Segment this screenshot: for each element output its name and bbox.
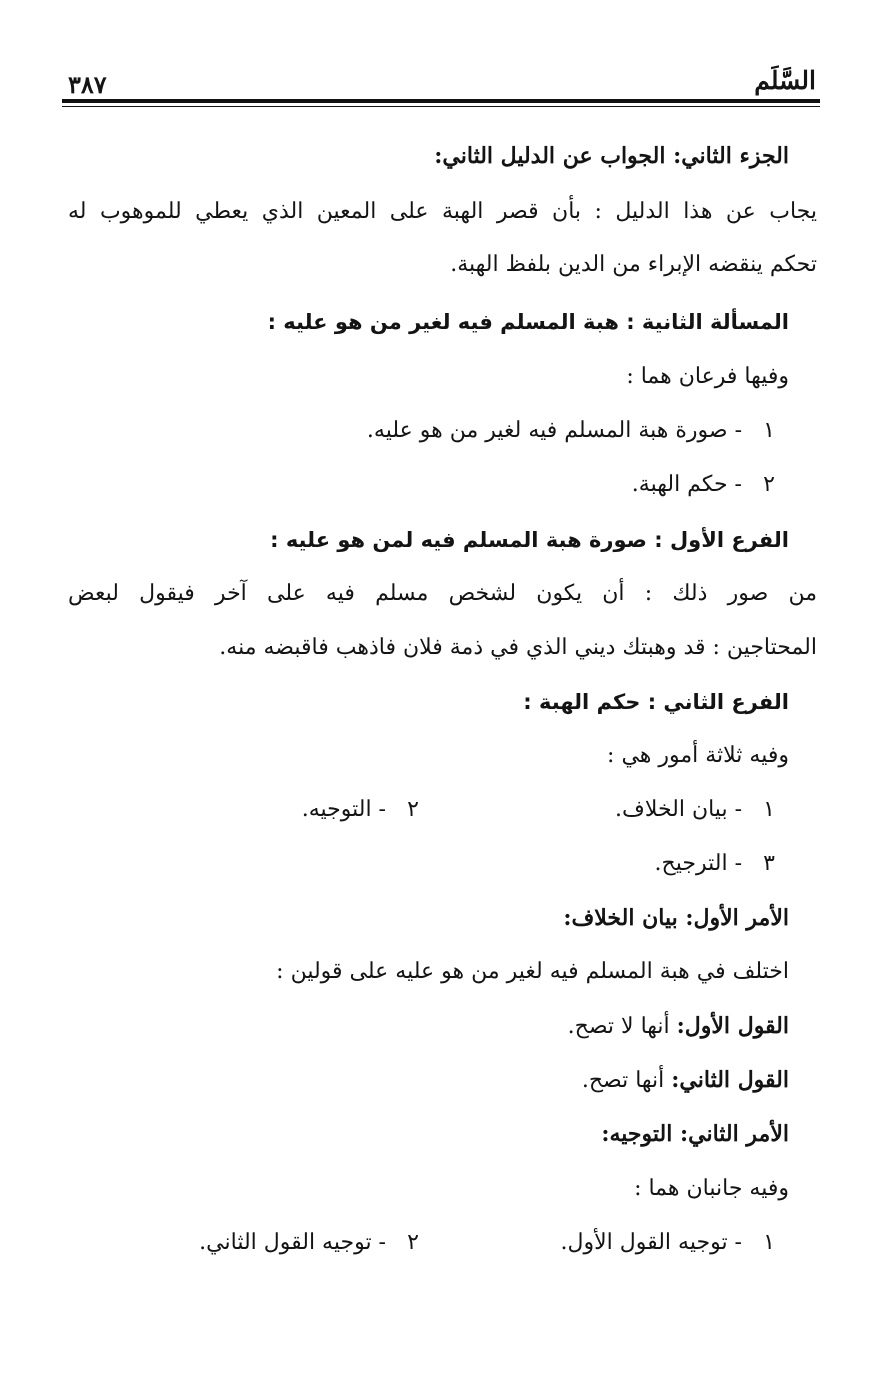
opinion-text: أنها تصح. [581, 1068, 665, 1093]
paragraph-line: وفيه ثلاثة أمور هي : [607, 743, 789, 768]
list-item-text: - بيان الخلاف. [615, 797, 742, 822]
paragraph-line: وفيها فرعان هما : [626, 364, 789, 389]
list-number: ١ [763, 797, 775, 822]
list-item-text: - صورة هبة المسلم فيه لغير من هو عليه. [366, 418, 742, 443]
list-item-text: - توجيه القول الأول. [560, 1230, 742, 1255]
page-number: ٣٨٧ [68, 70, 107, 99]
list-item [632, 470, 789, 500]
header-rule-thick [62, 99, 820, 103]
paragraph-line: اختلف في هبة المسلم فيه لغير من هو عليه على قولين : [276, 959, 789, 984]
list-item-text: - التوجيه. [301, 797, 386, 822]
opinion-label: القول الثاني: [671, 1067, 789, 1093]
list-number: ١ [763, 1230, 775, 1255]
matter-heading: الأمر الأول: بيان الخلاف: [563, 905, 789, 931]
list-item-text: - حكم الهبة. [631, 472, 742, 497]
branch-heading: الفرع الثاني : حكم الهبة : [523, 690, 789, 714]
paragraph-line: يجاب عن هذا الدليل : بأن قصر الهبة على المعين الذي يعطي للموهوب له [68, 199, 817, 224]
paragraph-line: تحكم ينقضه الإبراء من الدين بلفظ الهبة. [450, 252, 817, 277]
list-item [199, 1228, 433, 1258]
paragraph-line: من صور ذلك : أن يكون لشخص مسلم فيه على آخر فيقول لبعض [68, 581, 817, 606]
header-rule-thin [62, 106, 820, 107]
opinion-line [582, 1065, 789, 1096]
opinion-text: أنها لا تصح. [567, 1014, 670, 1039]
list-number: ٢ [407, 1230, 419, 1255]
list-number: ١ [763, 418, 775, 443]
branch-heading: الفرع الأول : صورة هبة المسلم فيه لمن هو عليه : [270, 528, 789, 552]
list-item [655, 849, 789, 879]
list-item-text: - توجيه القول الثاني. [199, 1230, 386, 1255]
list-item [561, 1228, 790, 1258]
section-heading: الجزء الثاني: الجواب عن الدليل الثاني: [434, 143, 789, 169]
matter-heading: الأمر الثاني: التوجيه: [601, 1121, 789, 1147]
opinion-label: القول الأول: [676, 1013, 789, 1039]
list-item [302, 795, 433, 825]
issue-heading: المسألة الثانية : هبة المسلم فيه لغير من هو عليه : [267, 310, 789, 334]
list-item [367, 416, 789, 446]
list-item [615, 795, 789, 825]
list-item-text: - الترجيح. [654, 851, 742, 876]
running-header-title: السَّلَم [754, 66, 816, 95]
list-number: ٣ [763, 851, 775, 876]
paragraph-line: وفيه جانبان هما : [634, 1176, 789, 1201]
paragraph-line: المحتاجين : قد وهبتك ديني الذي في ذمة فلان فاذهب فاقبضه منه. [219, 635, 817, 660]
opinion-line [568, 1011, 789, 1042]
list-number: ٢ [763, 472, 775, 497]
list-number: ٢ [407, 797, 419, 822]
